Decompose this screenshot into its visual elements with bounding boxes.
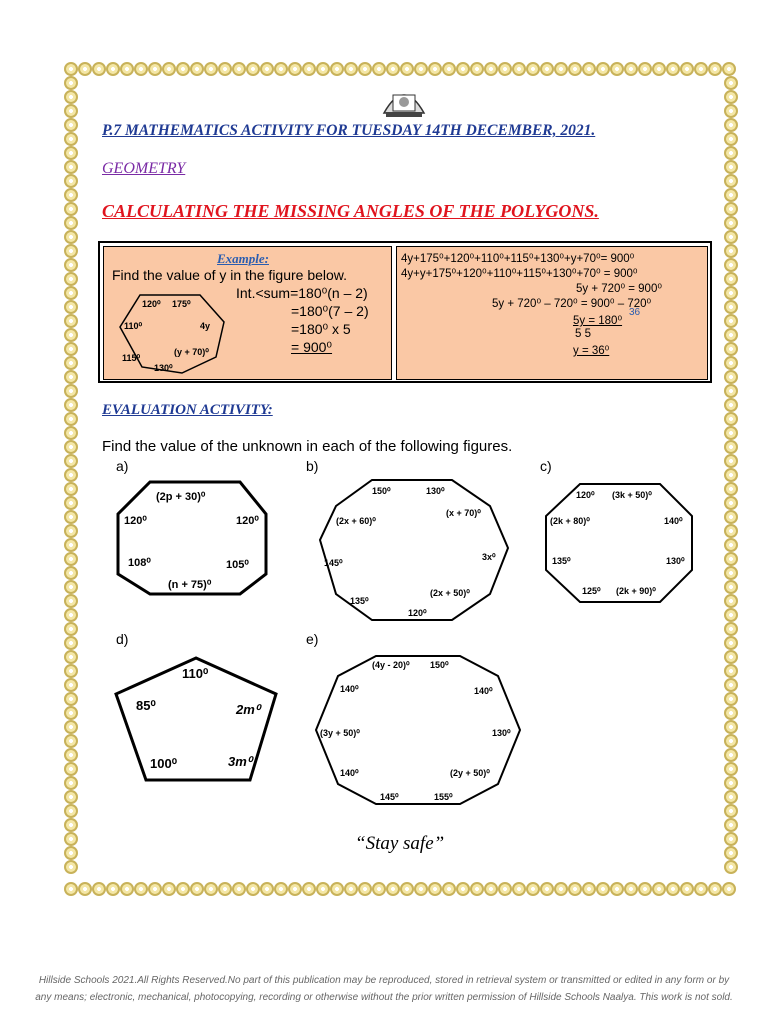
border-ring	[722, 882, 736, 896]
border-ring	[344, 882, 358, 896]
border-ring	[64, 132, 78, 146]
working-line: 5y + 720⁰ = 900⁰	[576, 283, 662, 295]
border-ring	[724, 174, 738, 188]
border-ring	[724, 258, 738, 272]
border-ring	[708, 62, 722, 76]
border-ring	[724, 356, 738, 370]
border-ring	[162, 62, 176, 76]
border-ring	[724, 216, 738, 230]
svg-text:150⁰: 150⁰	[372, 486, 391, 496]
border-ring	[722, 62, 736, 76]
border-ring	[708, 882, 722, 896]
working-line: 5y = 180⁰	[573, 315, 623, 327]
border-ring	[724, 594, 738, 608]
border-ring	[78, 882, 92, 896]
border-ring	[470, 62, 484, 76]
border-ring	[386, 62, 400, 76]
svg-text:(2x + 50)⁰: (2x + 50)⁰	[430, 588, 470, 598]
svg-text:130⁰: 130⁰	[492, 728, 511, 738]
border-ring	[724, 706, 738, 720]
border-ring	[498, 62, 512, 76]
border-ring	[64, 384, 78, 398]
border-ring	[372, 62, 386, 76]
border-ring	[724, 846, 738, 860]
border-ring	[582, 62, 596, 76]
border-ring	[724, 566, 738, 580]
svg-text:(x + 70)⁰: (x + 70)⁰	[446, 508, 481, 518]
border-ring	[540, 62, 554, 76]
border-ring	[724, 524, 738, 538]
svg-text:(2k + 90)⁰: (2k + 90)⁰	[616, 586, 656, 596]
working-line: 5y + 720⁰ – 720⁰ = 900⁰ – 720⁰	[492, 298, 652, 310]
svg-text:130⁰: 130⁰	[666, 556, 685, 566]
border-ring	[64, 608, 78, 622]
border-ring	[232, 882, 246, 896]
border-ring	[624, 882, 638, 896]
angle-label: 175⁰	[172, 299, 191, 309]
svg-text:120⁰: 120⁰	[576, 490, 595, 500]
border-ring	[64, 76, 78, 90]
border-ring	[414, 62, 428, 76]
border-ring	[428, 882, 442, 896]
example-working-panel	[396, 246, 708, 380]
border-ring	[724, 342, 738, 356]
border-ring	[724, 468, 738, 482]
example-question: Find the value of y in the figure below.	[112, 267, 348, 283]
border-ring	[204, 62, 218, 76]
border-ring	[162, 882, 176, 896]
border-ring	[218, 62, 232, 76]
border-ring	[64, 146, 78, 160]
working-line: 4y+y+175⁰+120⁰+110⁰+115⁰+130⁰+70⁰ = 900⁰	[401, 268, 638, 280]
border-ring	[64, 118, 78, 132]
border-ring	[204, 882, 218, 896]
border-ring	[64, 104, 78, 118]
border-ring	[232, 62, 246, 76]
border-ring	[610, 62, 624, 76]
border-ring	[64, 412, 78, 426]
border-ring	[724, 370, 738, 384]
border-ring	[64, 566, 78, 580]
border-ring	[724, 818, 738, 832]
border-ring	[106, 882, 120, 896]
svg-text:140⁰: 140⁰	[664, 516, 683, 526]
border-ring	[582, 882, 596, 896]
figure-e-decagon	[310, 652, 526, 808]
border-ring	[652, 62, 666, 76]
border-ring	[596, 882, 610, 896]
svg-text:108⁰: 108⁰	[128, 557, 151, 569]
figure-c-octagon	[540, 480, 700, 606]
border-ring	[596, 62, 610, 76]
figure-d-pentagon	[110, 654, 282, 786]
border-ring	[64, 538, 78, 552]
svg-text:(2x + 60)⁰: (2x + 60)⁰	[336, 516, 376, 526]
svg-text:120⁰: 120⁰	[408, 608, 427, 618]
svg-text:120⁰: 120⁰	[236, 515, 259, 527]
copyright-footer: Hillside Schools 2021.All Rights Reserved.No part of this publication may be reproduced, stored in retrieval system or transmitted or edited in any form or by any means; electronic, mechanical, photocopying, recording or otherwise without the prior written permission of Hillside Schools Naalya. This work is not sold.	[35, 975, 733, 1003]
border-ring	[456, 882, 470, 896]
border-ring	[302, 882, 316, 896]
border-ring	[624, 62, 638, 76]
border-ring	[724, 482, 738, 496]
border-ring	[638, 882, 652, 896]
border-ring	[246, 882, 260, 896]
working-line: 5 5	[575, 328, 591, 340]
border-ring	[554, 882, 568, 896]
border-ring	[724, 804, 738, 818]
border-ring	[724, 748, 738, 762]
border-ring	[724, 720, 738, 734]
border-ring	[190, 882, 204, 896]
page-title: P.7 MATHEMATICS ACTIVITY FOR TUESDAY 14TH DECEMBER, 2021.	[102, 122, 596, 139]
border-ring	[64, 636, 78, 650]
border-ring	[64, 160, 78, 174]
border-ring	[64, 594, 78, 608]
border-ring	[554, 62, 568, 76]
border-ring	[724, 664, 738, 678]
border-ring	[92, 62, 106, 76]
border-ring	[568, 62, 582, 76]
border-ring	[64, 202, 78, 216]
border-ring	[344, 62, 358, 76]
working-line: y = 36⁰	[573, 345, 610, 357]
border-ring	[680, 62, 694, 76]
border-ring	[148, 62, 162, 76]
border-ring	[724, 552, 738, 566]
working-line: 4y+175⁰+120⁰+110⁰+115⁰+130⁰+y+70⁰= 900⁰	[401, 253, 635, 265]
border-ring	[260, 62, 274, 76]
border-ring	[400, 62, 414, 76]
border-ring	[64, 426, 78, 440]
evaluation-heading: EVALUATION ACTIVITY:	[102, 402, 273, 418]
angle-label: 115⁰	[122, 353, 141, 363]
border-ring	[724, 188, 738, 202]
border-ring	[358, 882, 372, 896]
example-box	[98, 241, 712, 383]
svg-text:85⁰: 85⁰	[136, 698, 156, 713]
border-ring	[176, 882, 190, 896]
border-ring	[498, 882, 512, 896]
example-step: = 900⁰	[291, 339, 333, 355]
border-ring	[724, 608, 738, 622]
border-ring	[64, 314, 78, 328]
border-ring	[724, 510, 738, 524]
border-ring	[428, 62, 442, 76]
border-ring	[64, 258, 78, 272]
figure-label-d: d)	[116, 631, 129, 647]
example-label: Example:	[217, 251, 269, 266]
border-ring	[274, 62, 288, 76]
border-ring	[64, 398, 78, 412]
stay-safe-message: “Stay safe”	[355, 833, 445, 854]
border-ring	[64, 552, 78, 566]
border-ring	[610, 882, 624, 896]
border-ring	[106, 62, 120, 76]
border-ring	[64, 272, 78, 286]
border-ring	[724, 384, 738, 398]
border-ring	[64, 748, 78, 762]
border-ring	[64, 286, 78, 300]
school-logo	[381, 83, 427, 119]
border-ring	[680, 882, 694, 896]
svg-text:3x⁰: 3x⁰	[482, 552, 496, 562]
border-ring	[484, 882, 498, 896]
svg-text:(2k + 80)⁰: (2k + 80)⁰	[550, 516, 590, 526]
border-ring	[724, 678, 738, 692]
svg-text:2m⁰: 2m⁰	[236, 702, 261, 717]
angle-label: 120⁰	[142, 299, 161, 309]
border-ring	[64, 580, 78, 594]
figure-label-c: c)	[540, 458, 552, 474]
border-ring	[64, 230, 78, 244]
figure-label-b: b)	[306, 458, 319, 474]
border-ring	[666, 882, 680, 896]
angle-label: 130⁰	[154, 363, 173, 373]
svg-text:3m⁰: 3m⁰	[228, 754, 253, 769]
example-step: =180⁰(7 – 2)	[291, 303, 369, 319]
figure-a-hexagon	[110, 478, 280, 598]
border-ring	[148, 882, 162, 896]
border-ring	[330, 882, 344, 896]
border-ring	[120, 62, 134, 76]
border-ring	[64, 440, 78, 454]
border-ring	[386, 882, 400, 896]
border-ring	[64, 734, 78, 748]
border-ring	[64, 818, 78, 832]
svg-text:155⁰: 155⁰	[434, 792, 453, 802]
border-ring	[64, 882, 78, 896]
svg-text:(3k + 50)⁰: (3k + 50)⁰	[612, 490, 652, 500]
border-ring	[64, 622, 78, 636]
border-ring	[724, 314, 738, 328]
border-ring	[92, 882, 106, 896]
svg-text:(3y + 50)⁰: (3y + 50)⁰	[320, 728, 360, 738]
border-ring	[64, 216, 78, 230]
border-ring	[64, 720, 78, 734]
border-ring	[724, 776, 738, 790]
svg-text:145⁰: 145⁰	[380, 792, 399, 802]
svg-text:135⁰: 135⁰	[552, 556, 571, 566]
border-ring	[724, 202, 738, 216]
border-ring	[64, 510, 78, 524]
subject-heading: GEOMETRY	[102, 160, 186, 177]
angle-label: 4y	[200, 321, 211, 331]
border-ring	[724, 538, 738, 552]
border-ring	[526, 882, 540, 896]
border-ring	[64, 846, 78, 860]
border-ring	[724, 244, 738, 258]
border-ring	[724, 230, 738, 244]
border-ring	[64, 90, 78, 104]
svg-text:(n + 75)⁰: (n + 75)⁰	[168, 579, 212, 591]
border-ring	[64, 482, 78, 496]
border-ring	[724, 90, 738, 104]
border-ring	[442, 62, 456, 76]
border-ring	[724, 160, 738, 174]
svg-text:140⁰: 140⁰	[340, 684, 359, 694]
border-ring	[724, 272, 738, 286]
border-ring	[134, 62, 148, 76]
border-ring	[724, 860, 738, 874]
border-ring	[666, 62, 680, 76]
border-ring	[724, 300, 738, 314]
border-ring	[724, 580, 738, 594]
border-ring	[190, 62, 204, 76]
border-ring	[64, 664, 78, 678]
border-ring	[316, 882, 330, 896]
example-step: =180⁰ x 5	[291, 321, 351, 337]
example-heptagon	[112, 287, 242, 377]
border-ring	[64, 188, 78, 202]
border-ring	[64, 454, 78, 468]
border-ring	[64, 832, 78, 846]
border-ring	[724, 636, 738, 650]
border-ring	[512, 62, 526, 76]
border-ring	[64, 524, 78, 538]
svg-text:(2y + 50)⁰: (2y + 50)⁰	[450, 768, 490, 778]
border-ring	[64, 496, 78, 510]
border-ring	[260, 882, 274, 896]
svg-text:130⁰: 130⁰	[426, 486, 445, 496]
border-ring	[78, 62, 92, 76]
border-ring	[512, 882, 526, 896]
border-ring	[724, 328, 738, 342]
border-ring	[540, 882, 554, 896]
angle-label: (y + 70)⁰	[174, 347, 209, 357]
border-ring	[724, 454, 738, 468]
border-ring	[694, 62, 708, 76]
topic-heading: CALCULATING THE MISSING ANGLES OF THE POLYGONS.	[102, 201, 599, 221]
figure-label-e: e)	[306, 631, 319, 647]
angle-label: 110⁰	[124, 321, 143, 331]
border-ring	[414, 882, 428, 896]
svg-text:110⁰: 110⁰	[182, 666, 209, 681]
border-ring	[64, 62, 78, 76]
border-ring	[724, 286, 738, 300]
example-left-panel	[103, 246, 392, 380]
svg-text:125⁰: 125⁰	[582, 586, 601, 596]
figure-label-a: a)	[116, 458, 129, 474]
border-ring	[724, 650, 738, 664]
border-ring	[694, 882, 708, 896]
border-ring	[568, 882, 582, 896]
svg-text:120⁰: 120⁰	[124, 515, 147, 527]
border-ring	[330, 62, 344, 76]
example-step: Int.<sum=180⁰(n – 2)	[236, 285, 368, 301]
border-ring	[724, 398, 738, 412]
border-ring	[526, 62, 540, 76]
svg-text:(4y - 20)⁰: (4y - 20)⁰	[372, 660, 410, 670]
border-ring	[64, 790, 78, 804]
border-ring	[652, 882, 666, 896]
border-ring	[456, 62, 470, 76]
border-ring	[400, 882, 414, 896]
border-ring	[638, 62, 652, 76]
border-ring	[64, 706, 78, 720]
border-ring	[724, 496, 738, 510]
svg-text:145⁰: 145⁰	[324, 558, 343, 568]
border-ring	[64, 762, 78, 776]
border-ring	[246, 62, 260, 76]
border-ring	[724, 132, 738, 146]
border-ring	[372, 882, 386, 896]
border-ring	[64, 692, 78, 706]
border-ring	[64, 300, 78, 314]
svg-text:100⁰: 100⁰	[150, 756, 177, 771]
border-ring	[64, 244, 78, 258]
border-ring	[484, 62, 498, 76]
border-ring	[442, 882, 456, 896]
border-ring	[724, 146, 738, 160]
border-ring	[64, 356, 78, 370]
border-ring	[724, 440, 738, 454]
border-ring	[64, 650, 78, 664]
border-ring	[64, 174, 78, 188]
svg-text:(2p + 30)⁰: (2p + 30)⁰	[156, 491, 206, 503]
instruction-text: Find the value of the unknown in each of the following figures.	[102, 438, 513, 455]
border-ring	[288, 882, 302, 896]
border-ring	[288, 62, 302, 76]
svg-text:140⁰: 140⁰	[474, 686, 493, 696]
border-ring	[724, 692, 738, 706]
border-ring	[724, 412, 738, 426]
border-ring	[176, 62, 190, 76]
border-ring	[724, 426, 738, 440]
border-ring	[724, 790, 738, 804]
border-ring	[218, 882, 232, 896]
figure-b-nonagon	[310, 476, 520, 624]
working-line: 36	[629, 307, 641, 318]
border-ring	[724, 622, 738, 636]
border-ring	[64, 342, 78, 356]
border-ring	[724, 762, 738, 776]
border-ring	[64, 776, 78, 790]
border-ring	[316, 62, 330, 76]
border-ring	[64, 328, 78, 342]
border-ring	[724, 734, 738, 748]
border-ring	[64, 468, 78, 482]
svg-text:140⁰: 140⁰	[340, 768, 359, 778]
border-ring	[358, 62, 372, 76]
svg-text:150⁰: 150⁰	[430, 660, 449, 670]
border-ring	[724, 104, 738, 118]
border-ring	[134, 882, 148, 896]
border-ring	[724, 118, 738, 132]
border-ring	[470, 882, 484, 896]
svg-text:105⁰: 105⁰	[226, 559, 249, 571]
border-ring	[64, 370, 78, 384]
border-ring	[302, 62, 316, 76]
svg-text:135⁰: 135⁰	[350, 596, 369, 606]
border-ring	[64, 678, 78, 692]
border-ring	[120, 882, 134, 896]
border-ring	[64, 860, 78, 874]
border-ring	[274, 882, 288, 896]
border-ring	[724, 76, 738, 90]
border-ring	[724, 832, 738, 846]
border-ring	[64, 804, 78, 818]
